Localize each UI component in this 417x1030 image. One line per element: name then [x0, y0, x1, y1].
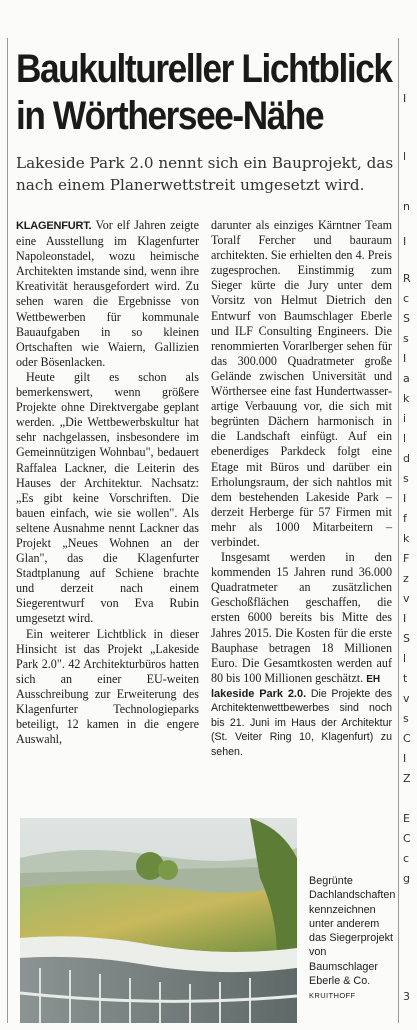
article-column-1: [16, 218, 199, 747]
info-note: [211, 687, 392, 760]
adjacent-column-letter: c: [403, 292, 410, 305]
headline: [16, 46, 392, 140]
headline-line-1: Baukultureller Lichtblick: [16, 47, 392, 91]
paragraph: darunter als einziges Kärntner Team Toralf Fercher und bauraum architekten. Sie erhielten den 4. Preis zugesprochen. Einstimmig zum Sieger kürte die Jury unter dem Vorsitz von Helmut Dietrich den Entwurf von Baumschlager Eberle und ILF Consulting Engineers. Die renommierten Vorarlberger sehen für das 300.000 Quadratmeter große Gelände zwischen Universität und Wörthersee eine fast Hundertwasser-artige Verbauung vor, die sich mit begrünten Dächern harmonisch in die Landschaft einfügt. Auf ein ebenerdiges Parkdeck folgt eine Etage mit Büros und darüber ein Erholungsraum, der sich nahtlos mit dem bestehenden Lakeside Park – derzeit Herberge für 57 Firmen mit mehr als 1000 Mitarbeitern – verbindet.: [211, 218, 392, 549]
author-signature: EH: [366, 673, 381, 685]
adjacent-column-letter: l: [403, 150, 407, 163]
adjacent-column-letter: I: [403, 612, 407, 625]
info-note-title: lakeside Park 2.0.: [211, 687, 307, 700]
left-column-rule: [7, 38, 8, 1023]
green-roof-building-illustration: [20, 818, 297, 1023]
adjacent-column-fragment: [403, 0, 417, 1030]
adjacent-column-letter: c: [403, 852, 410, 865]
adjacent-column-letter: d: [403, 452, 410, 465]
adjacent-column-letter: s: [403, 332, 409, 345]
article-photo: [20, 818, 297, 1023]
adjacent-column-letter: n: [403, 200, 410, 213]
adjacent-column-letter: l: [403, 652, 407, 665]
info-note-text: Die Projekte des Architektenwettbewerbes sind noch bis 21. Juni im Haus der Architektur (St. Veiter Ring 10, Klagenfurt) zu sehen.: [211, 687, 393, 758]
adjacent-column-letter: E: [403, 812, 410, 825]
adjacent-column-letter: F: [403, 552, 410, 565]
paragraph: [16, 218, 199, 370]
dateline: KLAGENFURT.: [16, 220, 92, 232]
headline-line-2: in Wörthersee-Nähe: [16, 94, 324, 138]
photo-credit: KRUITHOFF: [309, 991, 356, 1001]
paragraph-text: Insgesamt werden in den kommenden 15 Jahren rund 36.000 Quadratmeter an zusätzlichen Geschoßflächen geschaffen, die ersten 6000 bereits bis Mitte des Jahres 2015. Die Kosten für die erste Bauphase betragen 18 Millionen Euro. Die Gesamtkosten werden auf 80 bis 100 Millionen geschätzt.: [211, 550, 392, 685]
adjacent-column-letter: C: [403, 832, 411, 845]
adjacent-column-letter: a: [403, 372, 410, 385]
adjacent-column-letter: i: [403, 412, 407, 425]
adjacent-column-letter: t: [403, 672, 408, 685]
adjacent-column-letter: C: [403, 732, 411, 745]
adjacent-column-letter: s: [403, 712, 409, 725]
adjacent-column-letter: 3: [403, 990, 410, 1003]
adjacent-column-letter: z: [403, 572, 409, 585]
adjacent-column-letter: I: [403, 352, 407, 365]
adjacent-column-letter: s: [403, 472, 409, 485]
photo-caption: [309, 874, 395, 1004]
adjacent-column-letter: k: [403, 532, 410, 545]
paragraph-text: Vor elf Jahren zeigte eine Ausstellung im Klagenfurter Napoleonstadel, wozu heimische Architekten imstande sind, wenn ihre Kreativität herausgefordert wird. Zu sehen waren die Ergebnisse von Wettbewerben für kommunale Bauaufgaben in so kleinen Ortschaften wie Waiern, Gallizien oder Bösenlacken.: [16, 218, 199, 369]
paragraph: Ein weiterer Lichtblick in dieser Hinsicht ist das Projekt „Lakeside Park 2.0". 42 Architekturbüros hatten sich an einer EU-weiten Ausschreibung zur Erweiterung des Klagenfurter Technologieparks beteiligt, 12 kamen in die engere Auswahl,: [16, 626, 199, 747]
adjacent-column-letter: f: [403, 512, 407, 525]
adjacent-column-letter: R: [403, 272, 411, 285]
adjacent-column-letter: g: [403, 872, 410, 885]
caption-text: Begrünte Dachlandschaften kennzeichnen unter anderem das Siegerprojekt von Baumschlager Eberle & Co.: [309, 875, 396, 988]
adjacent-column-letter: S: [403, 632, 410, 645]
adjacent-column-letter: k: [403, 392, 410, 405]
adjacent-column-letter: v: [403, 692, 410, 705]
adjacent-column-letter: I: [403, 235, 407, 248]
article-column-2: [211, 218, 392, 759]
paragraph: Heute gilt es schon als bemerkenswert, wenn größere Projekte ohne Direktvergabe geplant werden. „Die Wettbewerbskultur hat sehr nachgelassen, insbesondere im Gemeinnützigen Wohnbau", bedauert Raffalea Lackner, die Leiterin des Hauses der Architektur. Nachsatz: „Es gibt keine Vorschriften. Die bauen einfach, wie sie wollen". Als seltene Ausnahme nennt Lackner das Projekt „Neues Wohnen an der Glan", das die Klagenfurter Stadtplanung auf Schiene brachte und derzeit nach einem Siegerentwurf von Eva Rubin umgesetzt wird.: [16, 369, 199, 626]
adjacent-column-letter: I: [403, 492, 407, 505]
adjacent-column-letter: l: [403, 432, 407, 445]
adjacent-column-letter: v: [403, 592, 410, 605]
adjacent-column-letter: Z: [403, 772, 411, 785]
adjacent-column-letter: I: [403, 752, 407, 765]
right-column-rule: [398, 38, 399, 1023]
subheadline: Lakeside Park 2.0 nennt sich ein Bauprojekt, das nach einem Planerwettstreit umgesetzt wird.: [16, 154, 394, 194]
adjacent-column-letter: I: [403, 92, 407, 105]
paragraph: [211, 550, 392, 687]
adjacent-column-letter: S: [403, 312, 410, 325]
